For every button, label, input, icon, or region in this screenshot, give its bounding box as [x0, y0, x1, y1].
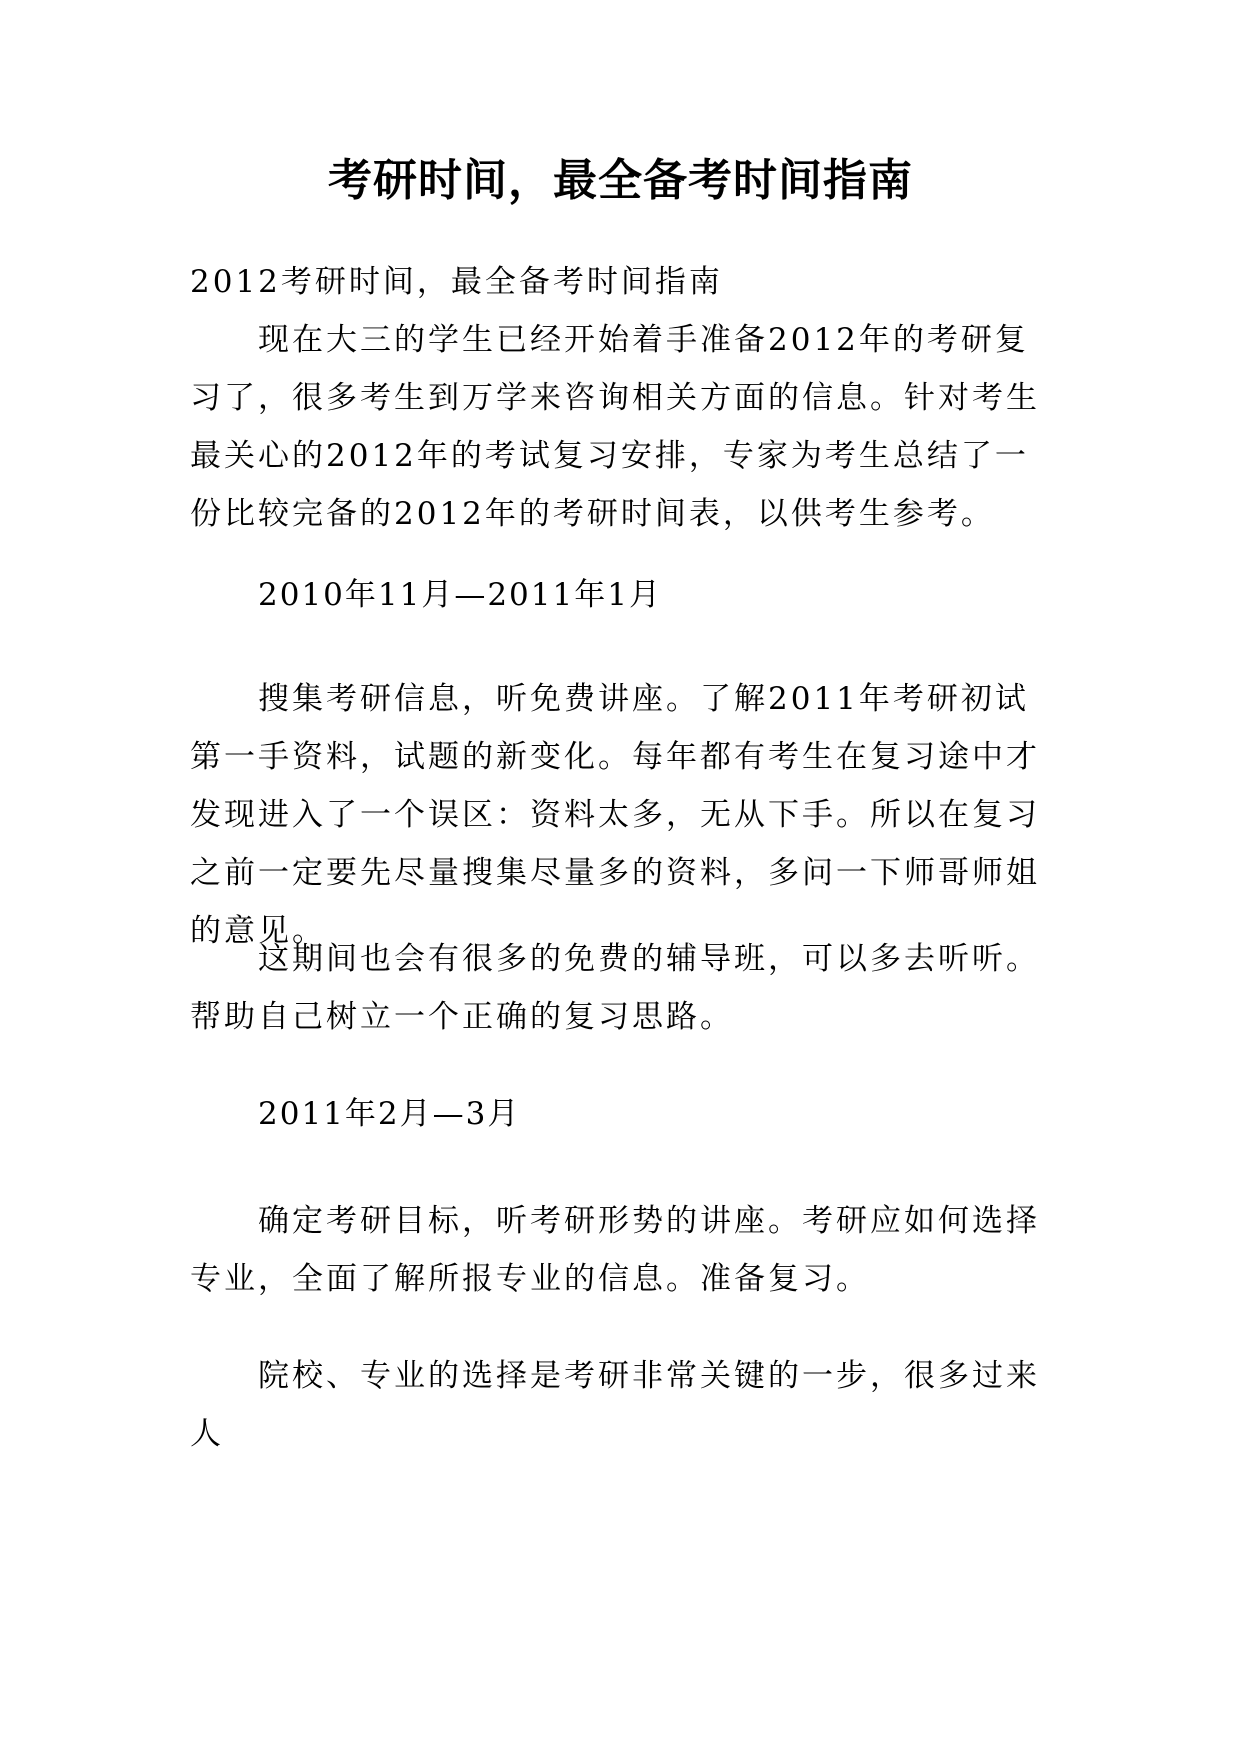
document-subtitle: 2012考研时间，最全备考时间指南 — [190, 264, 723, 300]
document-title: 考研时间，最全备考时间指南 — [328, 155, 913, 206]
period-heading-2: 2011年2月—3月 — [258, 1096, 521, 1132]
period-1-paragraph-1: 搜集考研信息，听免费讲座。了解2011年考研初试第一手资料，试题的新变化。每年都有考生在复习途中才发现进入了一个误区：资料太多，无从下手。所以在复习之前一定要先尽量搜集尽量多的资料，多问一下师哥师姐的意见。 — [190, 681, 1040, 949]
period-1-paragraph-2: 这期间也会有很多的免费的辅导班，可以多去听听。帮助自己树立一个正确的复习思路。 — [190, 941, 1040, 1035]
period-2-paragraph-1: 确定考研目标，听考研形势的讲座。考研应如何选择专业，全面了解所报专业的信息。准备复习。 — [190, 1203, 1040, 1297]
period-heading-1: 2010年11月—2011年1月 — [258, 577, 662, 613]
period-2-paragraph-2: 院校、专业的选择是考研非常关键的一步，很多过来人 — [190, 1358, 1040, 1452]
intro-paragraph: 现在大三的学生已经开始着手准备2012年的考研复习了，很多考生到万学来咨询相关方面的信息。针对考生最关心的2012年的考试复习安排，专家为考生总结了一份比较完备的2012年的考研时间表，以供考生参考。 — [190, 322, 1040, 532]
